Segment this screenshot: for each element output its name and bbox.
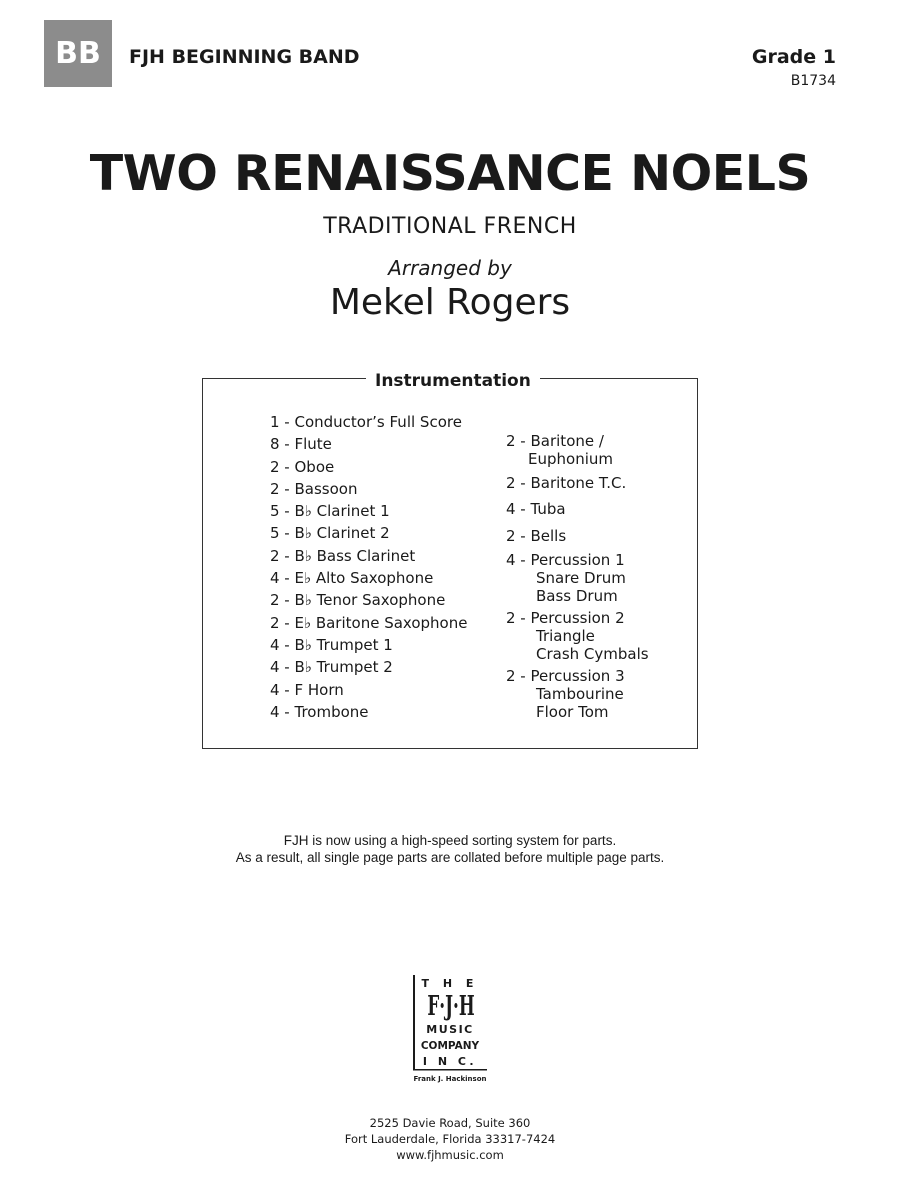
logo-text-fjh: F·J·H <box>427 990 475 1023</box>
part-item: 2 - Baritone T.C. <box>506 474 627 492</box>
percussion-instrument: Tambourine <box>536 684 624 703</box>
part-group-baritone <box>506 432 649 468</box>
part-item: 5 - B♭ Clarinet 1 <box>270 502 390 521</box>
piece-title: TWO RENAISSANCE NOELS <box>89 145 811 202</box>
logo-signature: Frank J. Hackinson <box>413 1075 487 1083</box>
percussion-instrument: Triangle <box>536 626 595 645</box>
percussion-instrument: Bass Drum <box>536 586 618 605</box>
part-item: 5 - B♭ Clarinet 2 <box>270 524 390 543</box>
logo-text-the: T H E <box>421 977 479 990</box>
part-item: 2 - Percussion 3 <box>506 666 625 685</box>
part-item: 2 - E♭ Baritone Saxophone <box>270 613 468 632</box>
catalog-code: B1734 <box>790 73 836 89</box>
series-badge: BB <box>44 20 112 87</box>
logo-text-company: COMPANY <box>420 1040 480 1052</box>
part-group-percussion-3 <box>506 667 649 721</box>
part-group-percussion-2 <box>506 609 649 663</box>
part-item: 2 - Percussion 2 <box>506 608 625 627</box>
part-item: 4 - Trombone <box>270 702 369 721</box>
instrumentation-right-column <box>506 432 649 725</box>
part-item: 4 - B♭ Trumpet 2 <box>270 658 393 677</box>
logo-text-inc: I N C. <box>422 1055 478 1068</box>
logo-text-music: MUSIC <box>426 1023 474 1036</box>
instrumentation-heading: Instrumentation <box>366 371 540 391</box>
logo-rule <box>413 975 415 1069</box>
part-item: 2 - B♭ Bass Clarinet <box>270 546 416 565</box>
part-item: 4 - E♭ Alto Saxophone <box>270 569 434 588</box>
percussion-instrument: Snare Drum <box>536 568 626 587</box>
percussion-instrument: Floor Tom <box>536 702 609 721</box>
arranger-name: Mekel Rogers <box>329 282 571 323</box>
part-item: 4 - B♭ Trumpet 1 <box>270 635 393 654</box>
publisher-address <box>0 1115 900 1163</box>
logo-underline <box>413 1069 487 1071</box>
part-item: 8 - Flute <box>270 435 332 454</box>
arranged-by-label: Arranged by <box>388 256 512 280</box>
address-street: 2525 Davie Road, Suite 360 <box>369 1116 531 1130</box>
instrumentation-left-column <box>270 411 467 723</box>
grade-label: Grade 1 <box>751 46 836 68</box>
series-name: FJH BEGINNING BAND <box>129 46 360 68</box>
part-item: 4 - F Horn <box>270 680 344 699</box>
sorting-note-line: As a result, all single page parts are collated before multiple page parts. <box>235 850 665 865</box>
publisher-website: www.fjhmusic.com <box>396 1148 504 1162</box>
part-item: 4 - Tuba <box>506 500 566 519</box>
part-item-continued: Euphonium <box>528 450 613 468</box>
part-group-percussion-1 <box>506 551 649 605</box>
address-city: Fort Lauderdale, Florida 33317-7424 <box>344 1132 556 1146</box>
part-item: 1 - Conductor’s Full Score <box>270 413 462 431</box>
part-item: 2 - Baritone / <box>506 432 604 450</box>
piece-subtitle: TRADITIONAL FRENCH <box>323 214 577 239</box>
part-item: 2 - B♭ Tenor Saxophone <box>270 591 446 610</box>
percussion-instrument: Crash Cymbals <box>536 644 649 663</box>
part-item: 4 - Percussion 1 <box>506 550 625 569</box>
fjh-logo <box>412 975 488 1085</box>
sorting-note <box>0 832 900 866</box>
part-item: 2 - Bassoon <box>270 479 358 498</box>
part-item: 2 - Bells <box>506 526 567 545</box>
part-item: 2 - Oboe <box>270 457 335 476</box>
sorting-note-line: FJH is now using a high-speed sorting system for parts. <box>283 833 617 848</box>
